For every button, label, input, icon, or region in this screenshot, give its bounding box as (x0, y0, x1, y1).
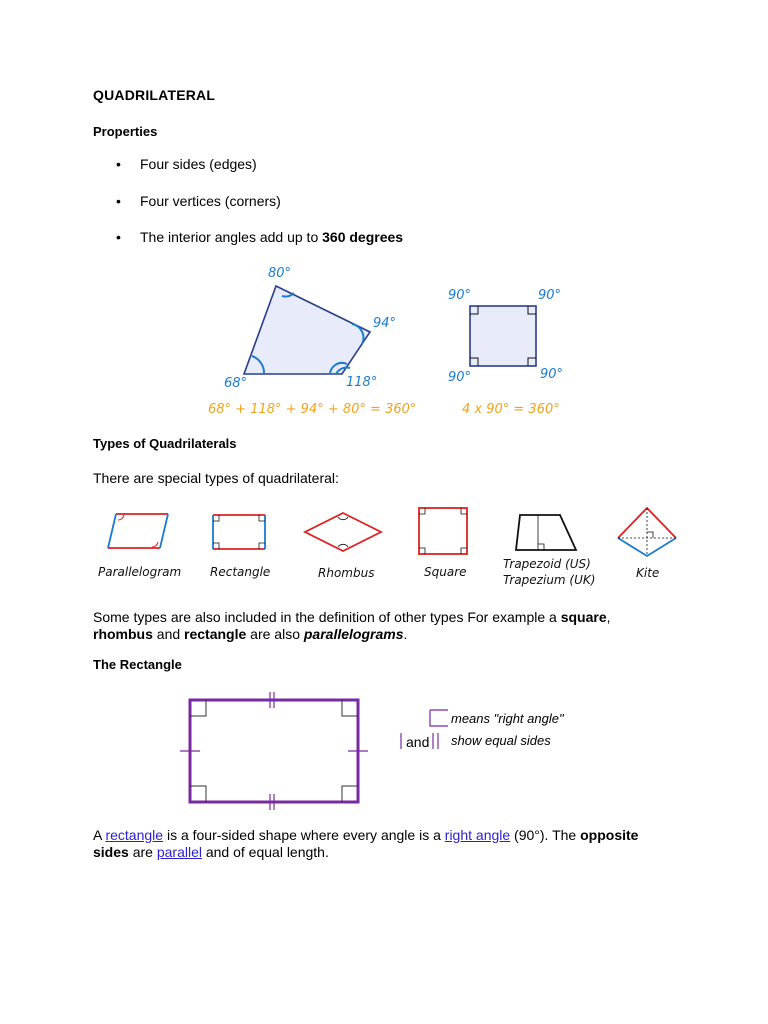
desc-bold-sides: sides (93, 844, 129, 860)
rectangle-type-label: Rectangle (210, 565, 271, 579)
desc-text: is a four-sided shape where every angle is a (163, 827, 445, 843)
note-text: and (152, 626, 185, 642)
rectangle-description (93, 827, 693, 861)
page-title: QUADRILATERAL (93, 87, 216, 103)
bullet-text: Four vertices (corners) (140, 193, 281, 209)
note-text: . (403, 626, 408, 642)
bullet-icon: • (116, 156, 121, 172)
legend-right-angle: means "right angle" (451, 711, 564, 726)
square-sum-equation: 4 x 90° = 360° (462, 402, 560, 417)
rhombus-label: Rhombus (318, 566, 375, 580)
angle-label-bottom-right: 118° (346, 375, 378, 390)
bullet-text: The interior angles add up to (140, 229, 323, 245)
note-bold-rhombus: rhombus (93, 626, 153, 642)
bullet-bold-text: 360 degrees (322, 229, 404, 245)
quadrilateral-angles-figure (200, 262, 420, 422)
square-angle-tl: 90° (448, 288, 472, 303)
right-angle-link[interactable]: right angle (444, 827, 511, 843)
desc-text: are (128, 844, 157, 860)
rectangle-heading: The Rectangle (93, 657, 182, 672)
bullet-icon: • (116, 229, 121, 245)
double-tick-icon (430, 731, 444, 751)
single-tick-icon (398, 731, 406, 751)
square-angle-tr: 90° (538, 288, 562, 303)
parallelogram-label: Parallelogram (98, 565, 182, 579)
types-intro: There are special types of quadrilateral: (93, 470, 339, 486)
square-angle-br: 90° (540, 367, 564, 382)
note-text: Some types are also included in the definition of other types For example a (93, 609, 561, 625)
bullet-icon: • (116, 193, 121, 209)
note-bold-square: square (560, 609, 607, 625)
types-heading: Types of Quadrilaterals (93, 436, 237, 451)
quadrilateral-shape (244, 286, 370, 374)
square-type-shape (414, 504, 472, 558)
rhombus-shape (302, 510, 384, 556)
types-note-paragraph (93, 609, 693, 643)
square-type-label: Square (424, 565, 467, 579)
bullet-item (116, 193, 281, 209)
bullet-text: Four sides (edges) (140, 156, 257, 172)
note-text: , (606, 609, 611, 625)
kite-label: Kite (636, 566, 660, 580)
square-angles-figure (462, 300, 544, 372)
legend-and: and (406, 734, 430, 750)
note-bold-parallelograms: parallelograms (303, 626, 404, 642)
bullet-item (116, 156, 257, 172)
angle-sum-equation: 68° + 118° + 94° + 80° = 360° (208, 402, 417, 417)
note-bold-rectangle: rectangle (184, 626, 247, 642)
desc-text: and of equal length. (201, 844, 329, 860)
angle-label-right: 94° (373, 316, 397, 331)
parallel-link[interactable]: parallel (156, 844, 202, 860)
bullet-item (116, 229, 403, 245)
rectangle-type-shape (208, 510, 270, 554)
properties-heading: Properties (93, 124, 158, 139)
legend-equal-sides: show equal sides (451, 733, 551, 748)
angle-label-bottom-left: 68° (224, 376, 248, 391)
desc-bold-opposite: opposite (580, 827, 639, 843)
right-angle-icon (428, 708, 450, 728)
trapezoid-shape (512, 510, 582, 554)
trapezoid-label-us: Trapezoid (US) (503, 557, 591, 571)
rectangle-link[interactable]: rectangle (105, 827, 164, 843)
parallelogram-shape (100, 508, 176, 554)
kite-shape (612, 504, 682, 560)
trapezoid-label-uk: Trapezium (UK) (503, 573, 596, 587)
desc-text: (90°). The (510, 827, 581, 843)
rectangle-diagram (178, 688, 374, 812)
square-angle-bl: 90° (448, 370, 472, 385)
angle-label-top: 80° (268, 266, 292, 281)
note-text: are also (246, 626, 304, 642)
desc-text: A (93, 827, 106, 843)
